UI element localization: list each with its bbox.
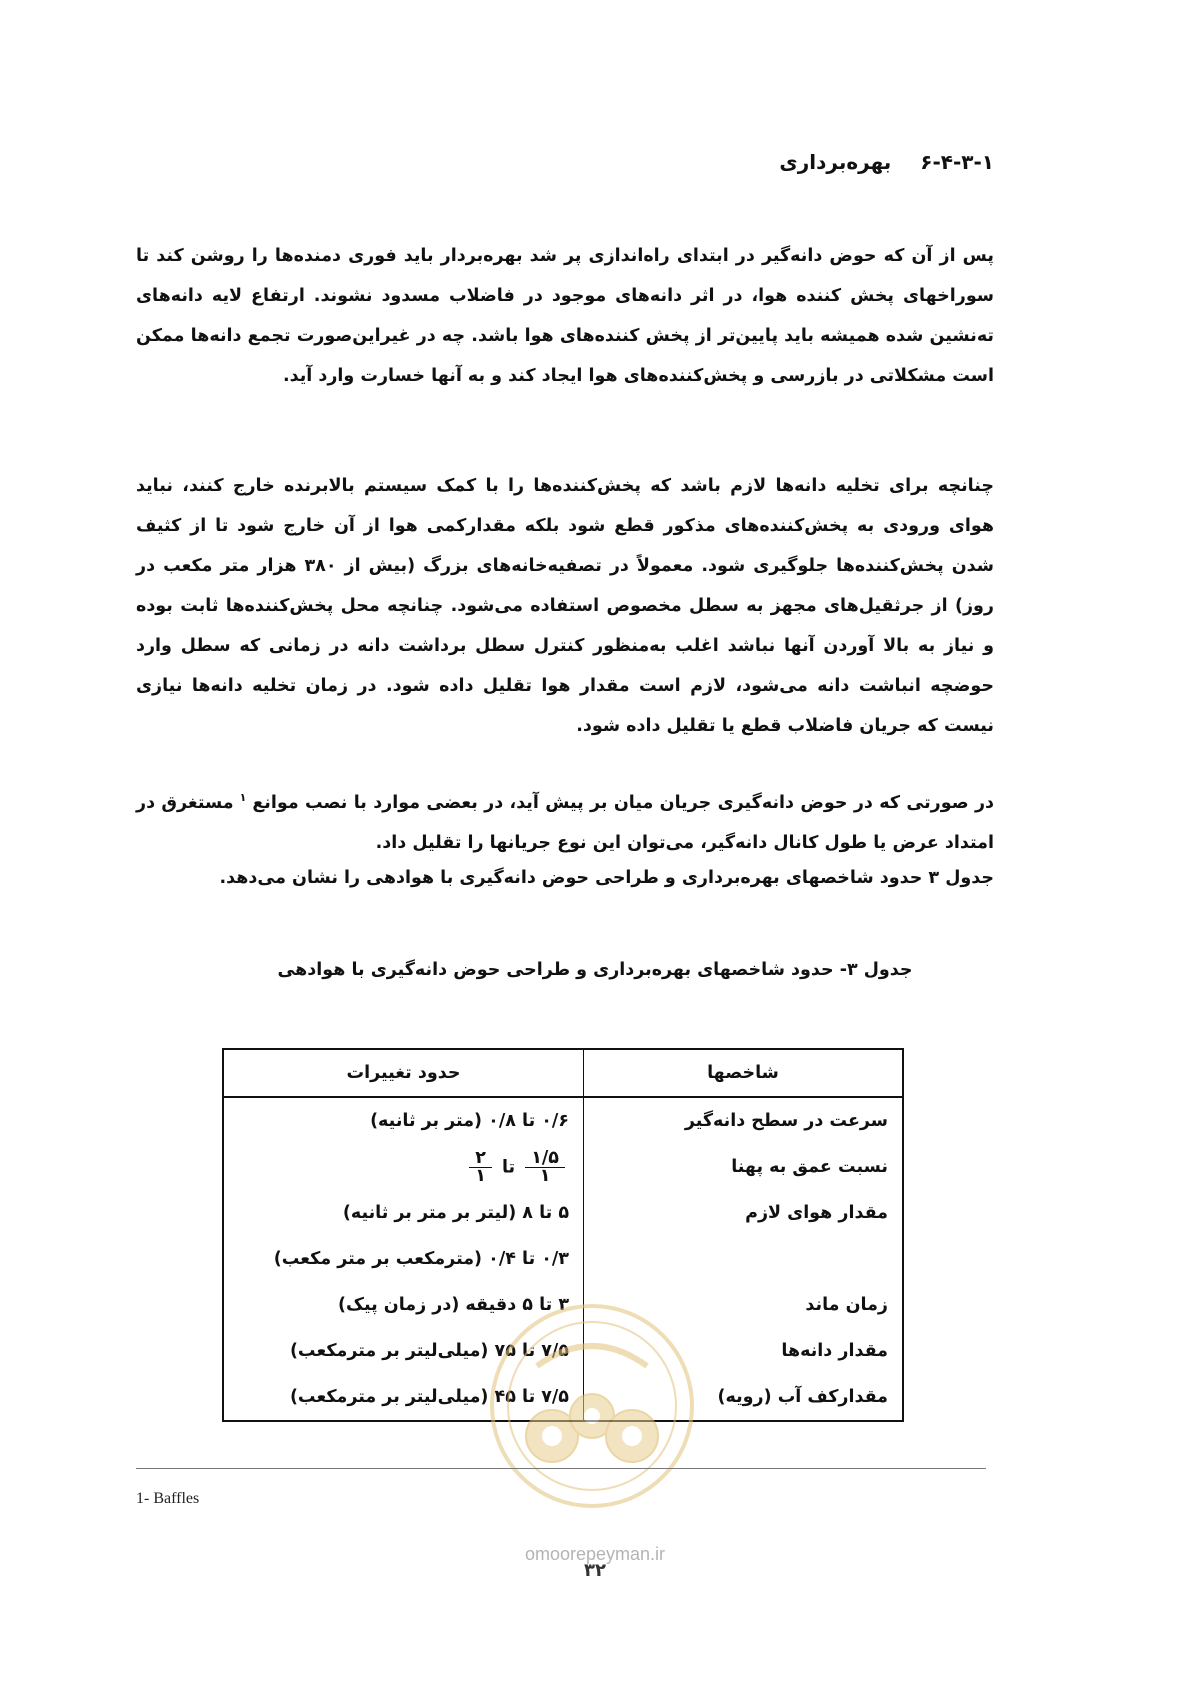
row-parameter: سرعت در سطح دانه‌گیر xyxy=(584,1097,904,1144)
row-parameter: مقدارکف آب (رویه) xyxy=(584,1374,904,1421)
table-caption: جدول ۳- حدود شاخصهای بهره‌برداری و طراحی حوض دانه‌گیری با هوادهی xyxy=(277,960,913,980)
row-range-fraction xyxy=(223,1144,584,1190)
fraction-b: $\frac{۲}{۱}$ xyxy=(469,1150,492,1185)
row-parameter: مقدار دانه‌ها xyxy=(584,1328,904,1374)
footnote-divider xyxy=(136,1468,986,1469)
section-heading xyxy=(600,150,994,174)
row-parameter xyxy=(584,1236,904,1282)
header-parameter: شاخصها xyxy=(584,1049,904,1097)
row-parameter: مقدار هوای لازم xyxy=(584,1190,904,1236)
paragraph-4: جدول ۳ حدود شاخصهای بهره‌برداری و طراحی حوض دانه‌گیری با هوادهی را نشان می‌دهد. xyxy=(219,868,994,888)
row-range: ۵ تا ۸ (لیتر بر متر بر ثانیه) xyxy=(342,1203,569,1223)
table-row xyxy=(223,1190,903,1236)
table-header-row xyxy=(223,1049,903,1097)
seal-gear-icon xyxy=(482,1296,702,1516)
footnote-reference[interactable]: ۱ xyxy=(239,791,247,804)
section-title: بهره‌برداری xyxy=(779,150,892,174)
header-range: حدود تغییرات xyxy=(223,1049,584,1097)
row-range: ۰/۳ تا ۰/۴ (مترمکعب بر متر مکعب) xyxy=(273,1249,569,1269)
paragraph-2: چنانچه برای تخلیه دانه‌ها لازم باشد که پخش‌کننده‌ها را با کمک سیستم بالابرنده خارج کنند، نباید هوای ورودی به پخش‌کننده‌های مذکور قطع شود بلکه مقدارکمی هوا از آن خارج شود تا از کثیف شدن پخش‌کننده‌ها جلوگیری شود. معمولاً در تصفیه‌خانه‌های بزرگ (بیش از ۳۸۰ هزار متر مکعب در روز) از جرثقیل‌های مجهز به سطل مخصوص استفاده می‌شود. چنانچه محل پخش‌کننده‌ها ثابت بوده و نیاز به بالا آوردن آنها نباشد اغلب به‌منظور کنترل سطل برداشت دانه در زمانی که سطل وارد حوضچه انباشت دانه می‌شود، لازم است مقدار هوا تقلیل داده شود. در زمان تخلیه دانه‌ها نیازی نیست که جریان فاضلاب قطع یا تقلیل داده شود. xyxy=(136,476,994,736)
paragraph-3-part-1: در صورتی که در حوض دانه‌گیری جریان میان بر پیش آید، در بعضی موارد با نصب موانع xyxy=(252,792,995,813)
watermark-url: omoorepeyman.ir xyxy=(524,1544,666,1564)
fraction-a: $\frac{۱/۵}{۱}$ xyxy=(525,1150,565,1185)
row-parameter: نسبت عمق به پهنا xyxy=(584,1144,904,1190)
row-range: ۰/۶ تا ۰/۸ (متر بر ثانیه) xyxy=(370,1111,569,1131)
table-row xyxy=(223,1144,903,1190)
row-range: ۷/۵ تا ۴۵ (میلی‌لیتر بر مترمکعب) xyxy=(289,1387,569,1407)
row-range: ۳ تا ۵ دقیقه (در زمان پیک) xyxy=(338,1295,569,1315)
paragraph-3 xyxy=(136,778,994,863)
footnote: 1- Baffles xyxy=(136,1490,200,1507)
page-number: ۳۲ xyxy=(584,1560,606,1581)
section-number: ۶-۴-۳-۱ xyxy=(920,150,994,174)
row-parameter: زمان ماند xyxy=(584,1282,904,1328)
table-row xyxy=(223,1097,903,1144)
paragraph-1: پس از آن که حوض دانه‌گیر در ابتدای راه‌اندازی پر شد بهره‌بردار باید فوری دمنده‌ها را روشن کند تا سوراخهای پخش کننده هوا، در اثر دانه‌های موجود در فاضلاب مسدود نشوند. ارتفاع لایه دانه‌های ته‌نشین شده همیشه باید پایین‌تر از پخش کننده‌های هوا باشد. چه در غیراین‌صورت تجمع دانه‌ها ممکن است مشکلاتی در بازرسی و پخش‌کننده‌های هوا ایجاد کند و به آنها خسارت وارد آید. xyxy=(136,246,994,386)
fraction-separator: تا xyxy=(501,1157,516,1177)
table-row xyxy=(223,1236,903,1282)
row-range: ۷/۵ تا ۷۵ (میلی‌لیتر بر مترمکعب) xyxy=(289,1341,569,1361)
paragraph-3-part-2: مستغرق در امتداد عرض یا طول کانال دانه‌گیر، می‌توان این نوع جریانها را تقلیل داد. xyxy=(136,792,994,853)
